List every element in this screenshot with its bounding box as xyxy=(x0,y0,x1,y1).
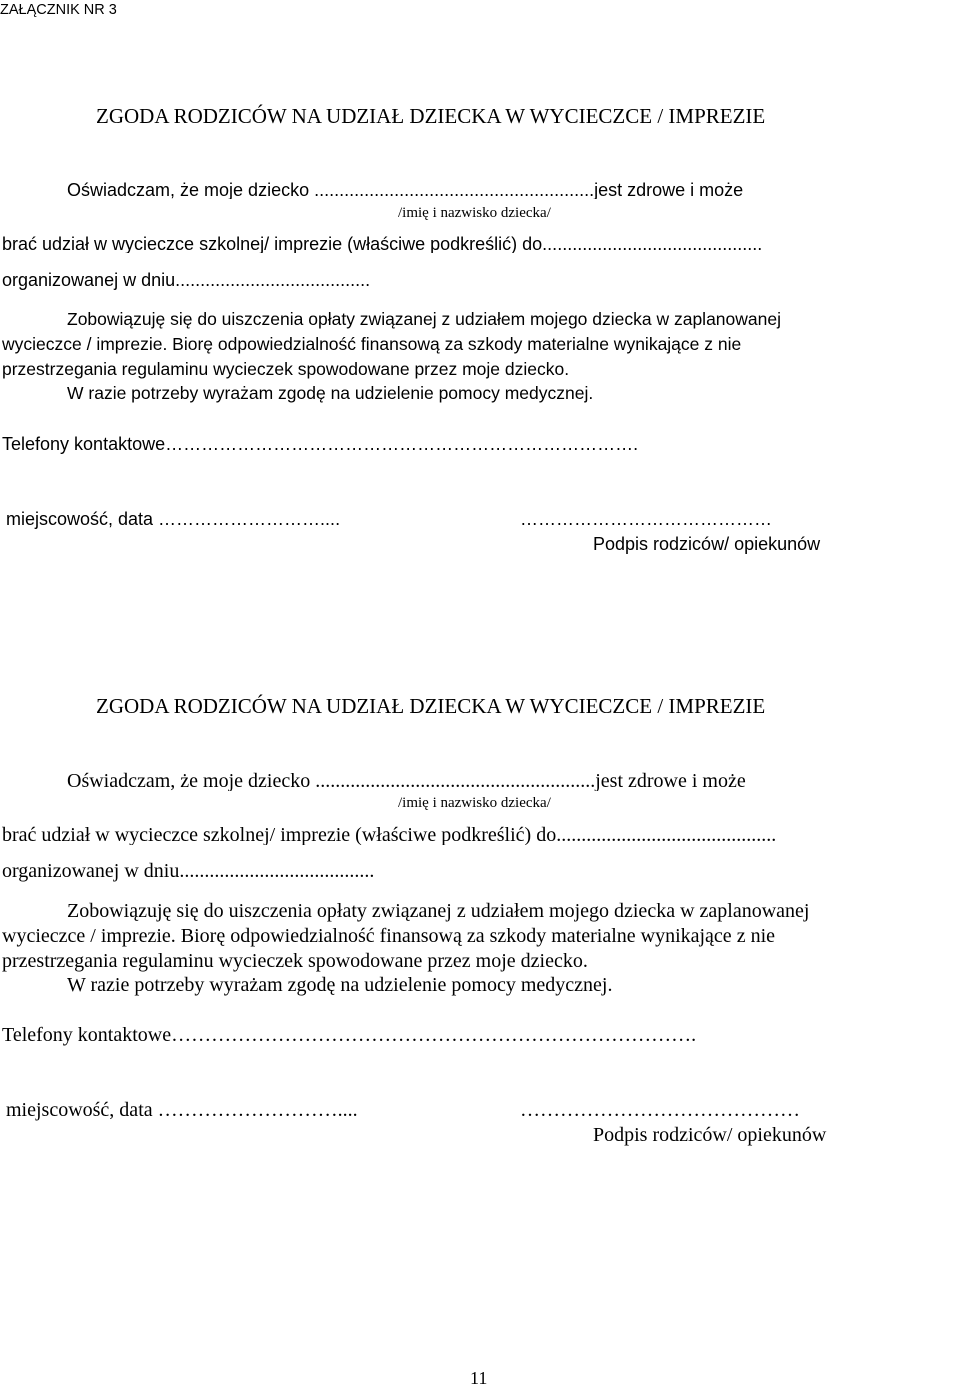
signature-label: Podpis rodziców/ opiekunów xyxy=(593,1124,827,1146)
medical-consent-line: W razie potrzeby wyrażam zgodę na udzielenie pomocy medycznej. xyxy=(67,383,594,403)
signature-dots: …………………………………… xyxy=(520,509,772,529)
commitment-line-1: Zobowiązuję się do uiszczenia opłaty związanej z udziałem mojego dziecka w zaplanowanej xyxy=(67,309,781,329)
contact-phones-line: Telefony kontaktowe……………………………………………………………………. xyxy=(2,434,639,454)
commitment-line-3: przestrzegania regulaminu wycieczek spowodowane przez moje dziecko. xyxy=(2,950,588,972)
participation-line: brać udział w wycieczce szkolnej/ imprezie (właściwe podkreślić) do............................................ xyxy=(2,825,777,845)
signature-dots: …………………………………… xyxy=(520,1099,800,1121)
form-title: ZGODA RODZICÓW NA UDZIAŁ DZIECKA W WYCIECZCE / IMPREZIE xyxy=(96,694,766,718)
organized-date-line: organizowanej w dniu....................................... xyxy=(2,270,371,290)
commitment-line-1: Zobowiązuję się do uiszczenia opłaty związanej z udziałem mojego dziecka w zaplanowanej xyxy=(67,900,810,922)
place-date-line: miejscowość, data ……………………….... xyxy=(6,509,341,529)
child-name-hint: /imię i nazwisko dziecka/ xyxy=(398,795,551,811)
declaration-line: Oświadczam, że moje dziecko ........................................................jest zdrowe i może xyxy=(67,181,744,199)
child-name-hint: /imię i nazwisko dziecka/ xyxy=(398,205,551,221)
participation-line: brać udział w wycieczce szkolnej/ imprezie (właściwe podkreślić) do............................................ xyxy=(2,235,763,253)
commitment-line-3: przestrzegania regulaminu wycieczek spowodowane przez moje dziecko. xyxy=(2,359,570,379)
page-number: 11 xyxy=(470,1368,488,1388)
place-date-line: miejscowość, data ……………………….... xyxy=(6,1099,358,1121)
annex-label: ZAŁĄCZNIK NR 3 xyxy=(0,2,117,18)
organized-date-line: organizowanej w dniu....................................... xyxy=(2,860,375,882)
commitment-line-2: wycieczce / imprezie. Biorę odpowiedzialność finansową za szkody materialne wynikające z nie xyxy=(2,334,742,354)
signature-label: Podpis rodziców/ opiekunów xyxy=(593,534,821,554)
contact-phones-line: Telefony kontaktowe……………………………………………………………………. xyxy=(2,1024,697,1046)
declaration-line: Oświadczam, że moje dziecko ........................................................jest zdrowe i może xyxy=(67,771,746,791)
commitment-line-2: wycieczce / imprezie. Biorę odpowiedzialność finansową za szkody materialne wynikające z nie xyxy=(2,925,775,947)
medical-consent-line: W razie potrzeby wyrażam zgodę na udzielenie pomocy medycznej. xyxy=(67,974,613,996)
form-title: ZGODA RODZICÓW NA UDZIAŁ DZIECKA W WYCIECZCE / IMPREZIE xyxy=(96,104,766,128)
